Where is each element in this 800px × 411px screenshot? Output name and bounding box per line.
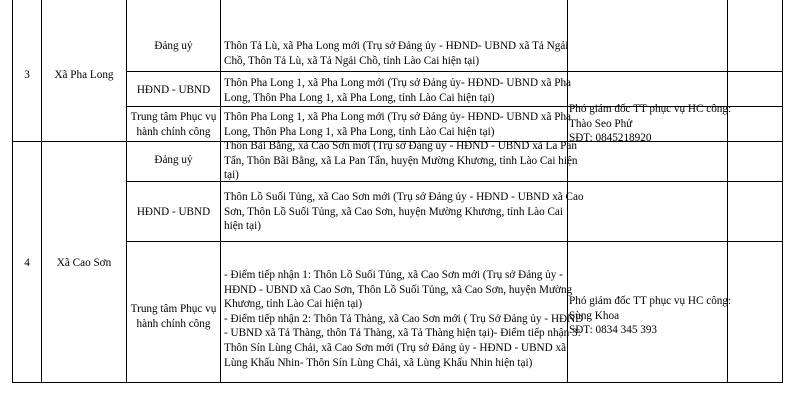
unit-address: Thôn Pha Long 1, xã Pha Long mới (Trụ sở Đảng ủy- HĐND- UBND xã Pha Long, Thôn Pha Long 1, xã Pha Long, tỉnh Lào Cai hiện tại) — [224, 77, 572, 104]
unit-name: HĐND - UBND — [136, 206, 211, 218]
commune-name: Xã Pha Long — [54, 69, 114, 81]
table-divider — [126, 71, 783, 72]
row-number: 4 — [24, 257, 30, 269]
table-border-left — [12, 0, 13, 383]
table-border-bottom — [12, 382, 783, 383]
unit-name: Trung tâm Phục vụ hành chính công — [130, 111, 217, 138]
contact-info: Phó giám đốc TT phục vụ HC công: Sùng Khoa SĐT: 0834 345 393 — [569, 295, 732, 337]
table-divider — [41, 0, 42, 383]
unit-name: HĐND - UBND — [136, 84, 211, 96]
commune-name: Xã Cao Sơn — [56, 257, 112, 269]
unit-name: Trung tâm Phục vụ hành chính công — [130, 303, 217, 330]
unit-name: Đảng uỷ — [154, 40, 193, 52]
contact-info: Phó giám đốc TT phục vụ HC công: Thào Seo Phử SĐT: 0845218920 — [569, 103, 732, 145]
unit-address: Thôn Lồ Suối Tủng, xã Cao Sơn mới (Trụ sở Đảng ủy - HĐND - UBND xã Cao Sơn, Thôn Lồ Suối Tủng, xã Cao Sơn, huyện Mường Khương, tỉnh Lào Cai hiện tại) — [224, 191, 584, 233]
unit-name: Đảng uỷ — [154, 154, 193, 166]
unit-address: Thôn Tả Lù, xã Pha Long mới (Trụ sở Đảng ủy - HĐND- UBND xã Tả Ngải Chồ, Thôn Tả Lù, xã Tả Ngải Chồ, tỉnh Lào Cai hiện tại) — [224, 40, 569, 67]
table-border-right — [782, 0, 783, 383]
unit-address: Thôn Pha Long 1, xã Pha Long mới (Trụ sở Đảng ủy- HĐND- UBND xã Pha Long, Thôn Pha Long 1, xã Pha Long, tỉnh Lào Cai hiện tại) — [224, 111, 572, 138]
row-number: 3 — [24, 69, 30, 81]
unit-address: Thôn Bãi Bằng, xã Cao Sơn mới (Trụ sở Đảng ủy - HĐND - UBND xã La Pan Tẩn, Thôn Bãi Bằng, xã La Pan Tẩn, huyện Mường Khương, tỉnh Lào Cai hiện tại) — [224, 140, 578, 182]
table-divider — [126, 241, 783, 242]
unit-address: - Điểm tiếp nhận 1: Thôn Lồ Suối Tủng, xã Cao Sơn mới (Trụ sở Đảng ủy - HĐND - UBND xã Cao Sơn, Thôn Lồ Suối Tủng, xã Cao Sơn, huyện Mường Khương, tỉnh Lào Cai hiện tại) - Điểm tiếp nhận 2: Thôn Tả Thàng, xã Cao Sơn mới ( Trụ Sở Đảng ủy - HĐND - UBND xã Tả Thàng, thôn Tả Thàng, xã Tả Thàng hiện tại)- Điểm tiếp nhận 3: Thôn Sín Lùng Chải, xã Cao Sơn mới (Trụ sở Đảng ủy - HĐND - UBND xã Lùng Khấu Nhin- Thôn Sín Lùng Chải, xã Lùng Khấu Nhin hiện tại) — [224, 269, 584, 369]
